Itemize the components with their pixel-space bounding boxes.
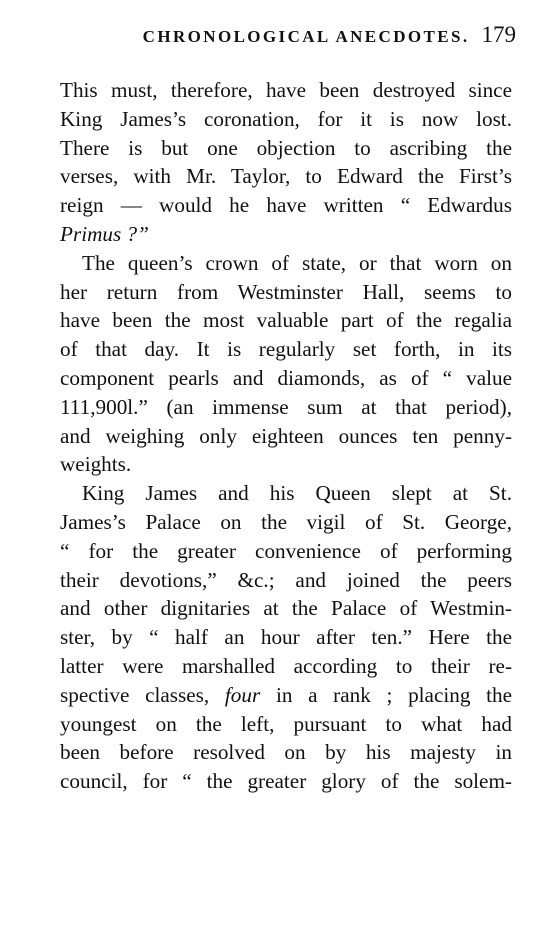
paragraph-3: [60, 479, 512, 796]
text-line: of that day. It is regularly set forth, in its: [60, 337, 512, 362]
text-line: their devotions,” &c.; and joined the peers: [60, 567, 512, 592]
text-line: There is but one objection to ascribing the: [60, 135, 512, 160]
text-line: and other dignitaries at the Palace of Westmin-: [60, 596, 512, 621]
text-line: “ for the greater convenience of performing: [60, 538, 512, 563]
text-line: weights.: [60, 452, 132, 477]
page-header: [0, 22, 516, 48]
paragraph-2: [60, 249, 512, 479]
text-line: her return from Westminster Hall, seems to: [60, 279, 512, 304]
text-line: ster, by “ half an hour after ten.” Here the: [60, 625, 512, 650]
text-line: James’s Palace on the vigil of St. George,: [60, 509, 512, 534]
text-line: verses, with Mr. Taylor, to Edward the First’s: [60, 164, 512, 189]
text-line: King James’s coronation, for it is now lost.: [60, 106, 512, 131]
body-text: [60, 76, 512, 796]
page-number: 179: [481, 22, 516, 47]
running-head: CHRONOLOGICAL ANECDOTES.: [142, 27, 470, 46]
text-line: This must, therefore, have been destroyed since: [60, 78, 512, 102]
text-line-with-emphasis: [60, 681, 512, 710]
text-line: component pearls and diamonds, as of “ value: [60, 365, 512, 390]
text-line-italic: Primus ?”: [60, 221, 149, 246]
text-line: council, for “ the greater glory of the solem-: [60, 769, 512, 794]
text-line: youngest on the left, pursuant to what had: [60, 711, 512, 736]
line-segment: spective classes,: [60, 682, 210, 707]
emphasis-four: four: [224, 682, 261, 707]
text-line: and weighing only eighteen ounces ten penny-: [60, 423, 512, 448]
text-line: The queen’s crown of state, or that worn on: [82, 250, 512, 275]
text-line: latter were marshalled according to their re-: [60, 653, 512, 678]
text-line: 111,900l.” (an immense sum at that period),: [60, 394, 512, 419]
line-segment: in a rank ; placing the: [275, 682, 513, 707]
text-line: King James and his Queen slept at St.: [82, 481, 512, 506]
text-line: reign — would he have written “ Edwardus: [60, 193, 512, 218]
text-line: have been the most valuable part of the regalia: [60, 308, 512, 333]
text-line: been before resolved on by his majesty in: [60, 740, 512, 765]
paragraph-1: [60, 76, 512, 249]
